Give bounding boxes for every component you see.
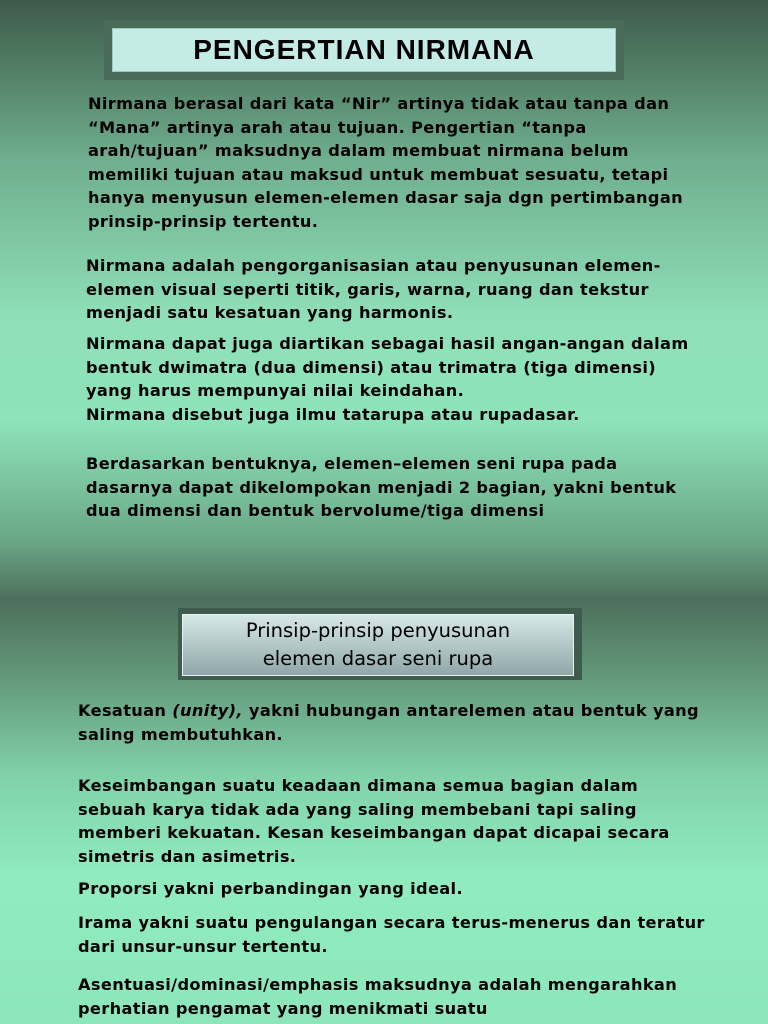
subtitle: [182, 614, 574, 676]
paragraph-form-groups: Berdasarkan bentuknya, elemen–elemen seni rupa pada dasarnya dapat dikelompokan menjadi 2 bagian, yakni bentuk dua dimensi dan bentuk bervolume/tiga dimensi: [86, 454, 677, 520]
principle-rhythm: Irama yakni suatu pengulangan secara terus-menerus dan teratur dari unsur-unsur tertentu.: [78, 913, 705, 956]
principle-balance: Keseimbangan suatu keadaan dimana semua bagian dalam sebuah karya tidak ada yang saling membebani tapi saling memberi kekuatan. Kesan keseimbangan dapat dicapai secara simetris dan asimetris.: [78, 776, 670, 866]
paragraph-definition: Nirmana berasal dari kata “Nir” artinya tidak atau tanpa dan “Mana” artinya arah atau tujuan. Pengertian “tanpa arah/tujuan” maksudnya dalam membuat nirmana belum memiliki tujuan atau maksud untuk membuat sesuatu, tetapi hanya menyusun elemen-elemen dasar saja dgn pertimbangan prinsip-prinsip tertentu.: [88, 94, 684, 231]
title-box: [104, 20, 624, 80]
subtitle-line-2: elemen dasar seni rupa: [262, 647, 494, 670]
paragraph-organization: Nirmana adalah pengorganisasian atau penyusunan elemen-elemen visual seperti titik, garis, warna, ruang dan tekstur menjadi satu kesatuan yang harmonis.: [86, 256, 661, 322]
principle-proportion: Proporsi yakni perbandingan yang ideal.: [78, 879, 463, 898]
paragraph-dimensions: Nirmana dapat juga diartikan sebagai hasil angan-angan dalam bentuk dwimatra (dua dimensi) atau trimatra (tiga dimensi) yang harus mempunyai nilai keindahan.: [86, 334, 689, 400]
subtitle-line-1: Prinsip-prinsip penyusunan: [245, 619, 511, 642]
unity-description: yakni hubungan antarelemen atau bentuk yang saling membutuhkan.: [78, 701, 699, 744]
paragraph-alias: Nirmana disebut juga ilmu tatarupa atau rupadasar.: [86, 405, 580, 424]
unity-term: Kesatuan: [78, 701, 173, 720]
page-title: PENGERTIAN NIRMANA: [112, 28, 616, 72]
unity-term-italic: (unity),: [172, 701, 243, 720]
principle-unity: [78, 699, 710, 746]
principle-emphasis: Asentuasi/dominasi/emphasis maksudnya adalah mengarahkan perhatian pengamat yang menikmati suatu: [78, 975, 678, 1018]
subtitle-box: [178, 608, 582, 680]
